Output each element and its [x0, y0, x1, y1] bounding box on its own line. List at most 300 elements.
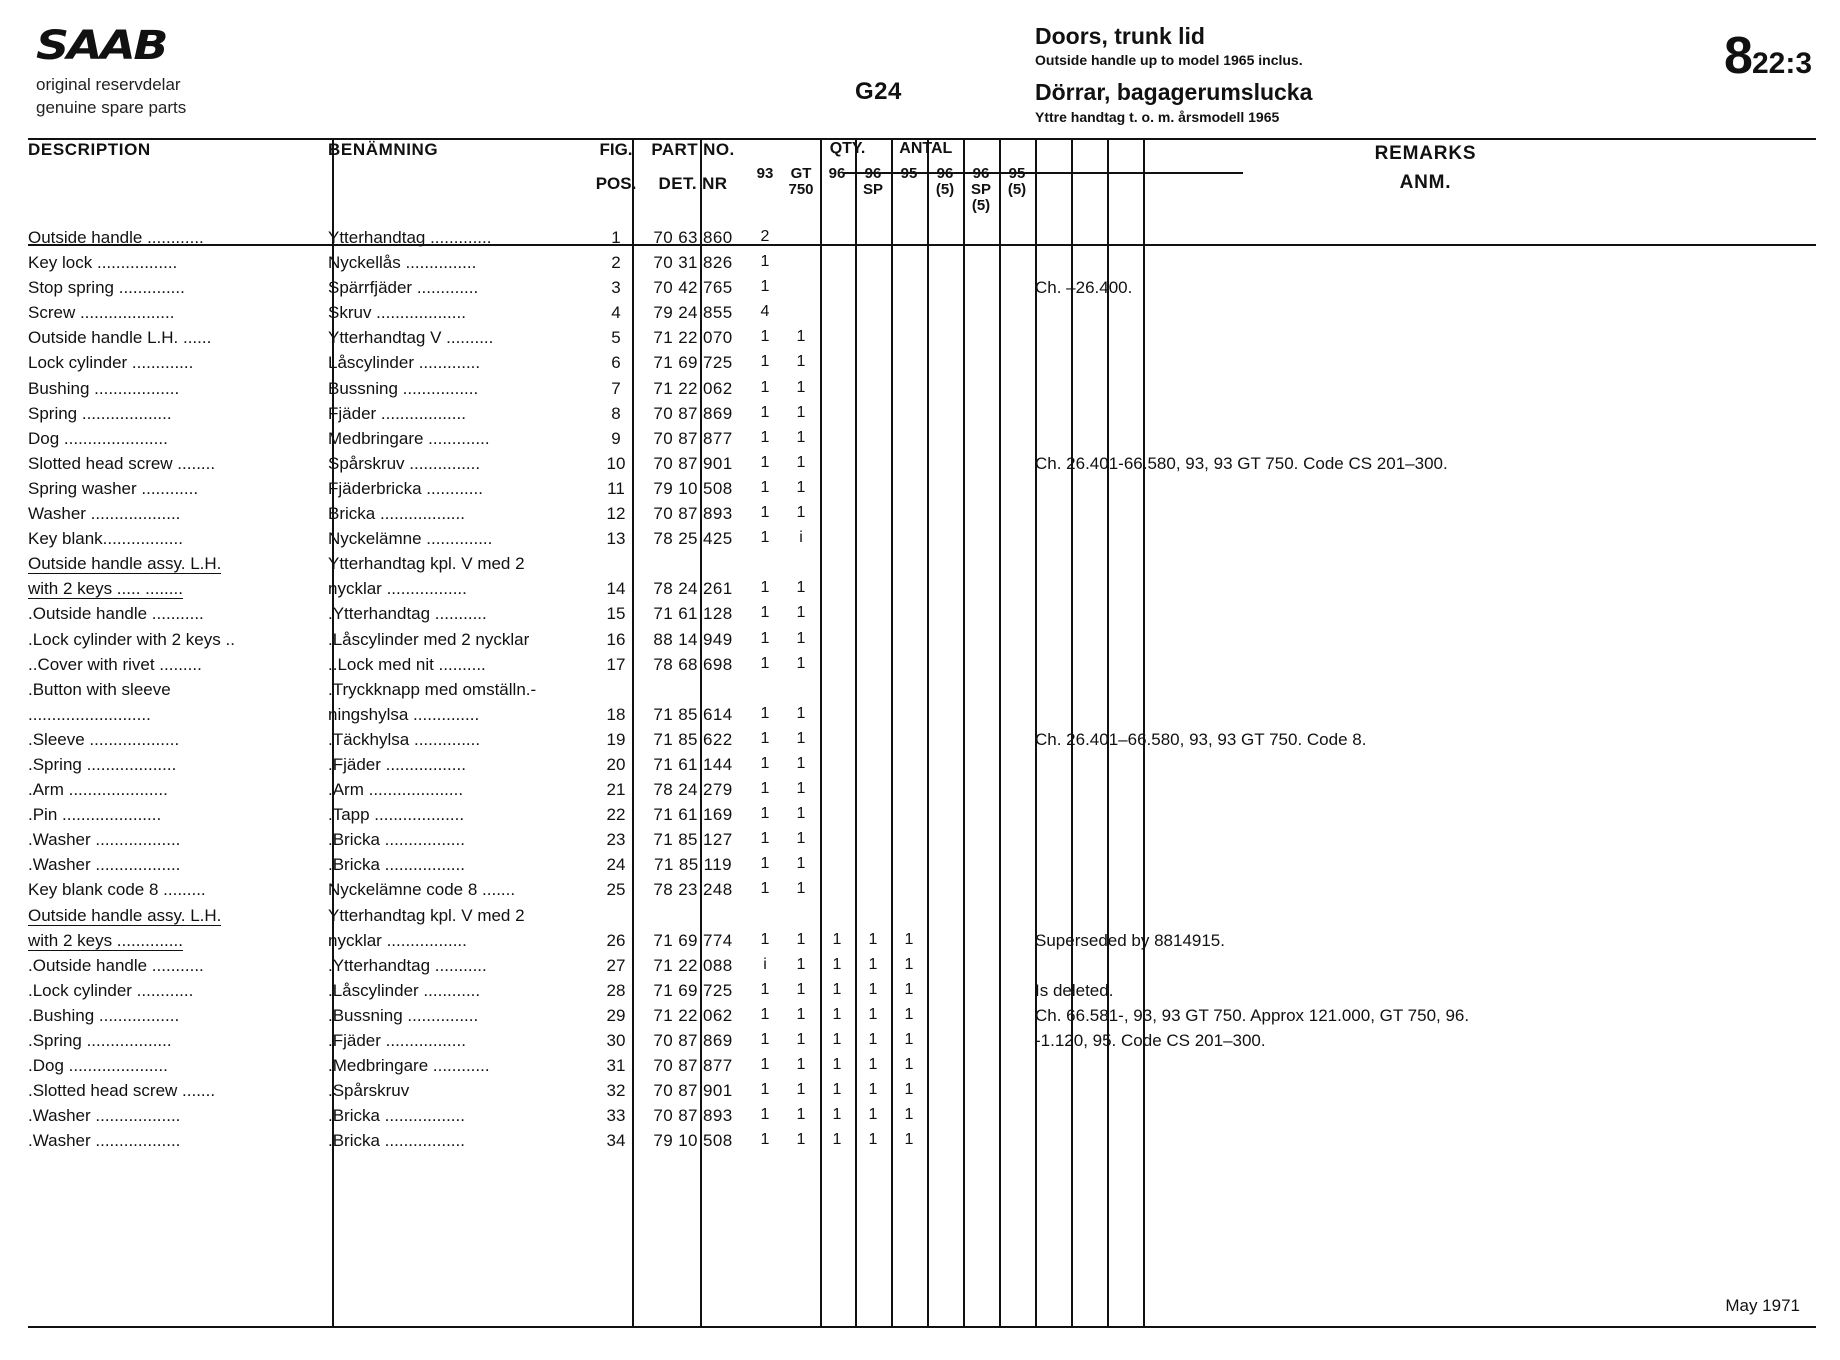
cell-qty-2: 1 — [796, 780, 806, 798]
cell-qty-7 — [963, 906, 999, 931]
cell-qty-6 — [927, 454, 963, 479]
cell-qty-7 — [963, 855, 999, 880]
header-qty-col-4: 96 SP — [862, 165, 883, 199]
cell-qty-2: 1 — [796, 930, 806, 948]
cell-remarks — [1035, 504, 1816, 529]
cell-qty-3 — [819, 730, 855, 755]
cell-qty-8 — [999, 780, 1035, 805]
cell-description: Key blank................. — [28, 529, 183, 549]
table-row — [28, 554, 1816, 579]
cell-qty-4 — [855, 328, 891, 353]
cell-qty-6 — [927, 429, 963, 454]
cell-qty-3 — [819, 529, 855, 554]
cell-part-no: 70 87 901 — [653, 1081, 733, 1101]
cell-fig-pos: 1 — [611, 228, 621, 247]
cell-qty-1: 1 — [760, 253, 770, 271]
cell-remarks — [1035, 479, 1816, 504]
cell-fig-pos: 7 — [611, 378, 621, 398]
cell-qty-6 — [927, 504, 963, 529]
cell-description: .Slotted head screw ....... — [28, 1081, 216, 1101]
cell-qty-1: 1 — [760, 278, 770, 296]
brand-subtitle-en: genuine spare parts — [36, 97, 187, 117]
cell-qty-1: 1 — [760, 1106, 770, 1124]
cell-qty-4: 1 — [868, 1031, 878, 1048]
cell-qty-3: 1 — [832, 1131, 842, 1149]
cell-description: .Washer .................. — [28, 830, 181, 850]
cell-remarks — [1035, 1131, 1816, 1156]
cell-qty-5: 1 — [904, 1056, 914, 1074]
header-partno — [639, 140, 747, 228]
cell-qty-1: 1 — [760, 830, 770, 848]
cell-remarks: Ch. –26.400. — [1035, 278, 1133, 298]
cell-benamning: Nyckelämne .............. — [328, 529, 493, 549]
cell-fig-pos: 17 — [606, 654, 626, 674]
cell-part-no — [639, 906, 747, 931]
cell-qty-3: 1 — [832, 980, 842, 998]
cell-description: .Pin ..................... — [28, 805, 162, 825]
cell-qty-7 — [963, 303, 999, 328]
cell-qty-3 — [819, 579, 855, 604]
cell-qty-1: i — [763, 955, 767, 973]
cell-qty-5: 1 — [904, 955, 914, 973]
cell-description: with 2 keys ..... ........ — [28, 579, 183, 599]
cell-remarks: Is deleted. — [1035, 980, 1114, 1000]
page-header — [0, 0, 1840, 138]
cell-qty-7 — [963, 454, 999, 479]
header-qty-col-2: GT 750 — [788, 165, 814, 199]
cell-remarks — [1035, 1081, 1816, 1106]
cell-description: .Outside handle ........... — [28, 604, 204, 624]
cell-qty-3 — [819, 479, 855, 504]
cell-benamning: ..Lock med nit .......... — [328, 654, 486, 674]
cell-qty-5 — [891, 404, 927, 429]
cell-qty-8 — [999, 906, 1035, 931]
header-part-no: PART NO. — [651, 140, 735, 159]
cell-fig-pos: 32 — [606, 1081, 626, 1101]
table-row — [28, 1006, 1816, 1031]
header-qty-col-7: 96 SP (5) — [970, 165, 991, 214]
cell-qty-7 — [963, 655, 999, 680]
cell-qty-5: 1 — [904, 1106, 914, 1124]
cell-fig-pos: 12 — [606, 504, 626, 524]
cell-fig-pos: 29 — [606, 1005, 626, 1025]
cell-qty-4 — [855, 780, 891, 805]
cell-qty-7 — [963, 579, 999, 604]
cell-part-no: 71 69 725 — [653, 980, 733, 1000]
cell-fig-pos: 23 — [606, 830, 626, 850]
cell-fig-pos: 34 — [606, 1131, 626, 1151]
cell-fig-pos: 2 — [611, 253, 621, 273]
cell-qty-5 — [891, 755, 927, 780]
cell-part-no: 71 22 062 — [653, 1005, 733, 1025]
cell-benamning: nycklar ................. — [328, 579, 467, 599]
cell-qty-8 — [999, 805, 1035, 830]
cell-benamning: Nyckelämne code 8 ....... — [328, 880, 516, 900]
cell-benamning: .Bricka ................. — [328, 830, 465, 850]
cell-qty-7 — [963, 479, 999, 504]
cell-qty-6 — [927, 705, 963, 730]
table-row — [28, 278, 1816, 303]
cell-qty-5: 1 — [904, 1005, 914, 1023]
cell-remarks — [1035, 379, 1816, 404]
cell-qty-6 — [927, 630, 963, 655]
cell-qty-2: 1 — [796, 1056, 806, 1074]
cell-qty-4 — [855, 554, 891, 579]
cell-qty-5: 1 — [904, 1031, 914, 1048]
cell-part-no: 71 85 614 — [653, 704, 733, 724]
cell-remarks — [1035, 228, 1816, 253]
cell-qty-5: 1 — [904, 980, 914, 998]
cell-qty-5 — [891, 429, 927, 454]
cell-description: Outside handle assy. L.H. — [28, 905, 222, 925]
cell-qty-5 — [891, 253, 927, 278]
table-row — [28, 1056, 1816, 1081]
cell-benamning: .Bricka ................. — [328, 1106, 465, 1126]
cell-remarks — [1035, 705, 1816, 730]
table-row — [28, 404, 1816, 429]
cell-part-no: 71 22 070 — [653, 328, 733, 348]
cell-qty-7 — [963, 404, 999, 429]
cell-qty-8 — [999, 705, 1035, 730]
cell-qty-7 — [963, 278, 999, 303]
cell-description: Stop spring .............. — [28, 278, 185, 298]
page-title-en: Doors, trunk lid — [1035, 23, 1205, 49]
cell-qty-5 — [891, 855, 927, 880]
cell-qty-7 — [963, 830, 999, 855]
cell-qty-7 — [963, 604, 999, 629]
header-remarks-en: REMARKS — [1374, 143, 1477, 164]
cell-qty-8 — [999, 554, 1035, 579]
cell-qty-3: 1 — [832, 930, 842, 948]
cell-qty-1: 1 — [760, 1056, 770, 1074]
table-row — [28, 228, 1816, 253]
cell-qty-3 — [819, 604, 855, 629]
cell-benamning: Bussning ................ — [328, 378, 479, 398]
cell-part-no: 70 63 860 — [653, 228, 733, 247]
cell-part-no: 70 87 893 — [653, 504, 733, 524]
cell-qty-2 — [783, 906, 819, 931]
cell-benamning: .Fjäder ................. — [328, 754, 466, 774]
cell-part-no: 70 87 877 — [653, 1056, 733, 1076]
cell-part-no: 70 87 901 — [653, 453, 733, 473]
cell-qty-3 — [819, 880, 855, 905]
header-description: DESCRIPTION — [28, 140, 151, 159]
cell-benamning: .Tapp ................... — [328, 805, 465, 825]
cell-qty-6 — [927, 931, 963, 956]
cell-qty-7 — [963, 705, 999, 730]
cell-benamning: nycklar ................. — [328, 930, 467, 950]
cell-description: Key blank code 8 ......... — [28, 880, 206, 900]
cell-qty-3 — [819, 454, 855, 479]
cell-qty-2: 1 — [796, 353, 806, 371]
cell-benamning: .Bricka ................. — [328, 855, 465, 875]
cell-qty-8 — [999, 454, 1035, 479]
cell-qty-3 — [819, 755, 855, 780]
cell-fig-pos: 27 — [606, 955, 626, 975]
footer-divider — [28, 1326, 1816, 1328]
cell-qty-6 — [927, 906, 963, 931]
cell-qty-4 — [855, 278, 891, 303]
table-row — [28, 504, 1816, 529]
cell-description: Bushing .................. — [28, 378, 180, 398]
cell-qty-8 — [999, 830, 1035, 855]
cell-description: .Lock cylinder ............ — [28, 980, 194, 1000]
cell-qty-3 — [819, 504, 855, 529]
cell-fig-pos — [593, 906, 639, 931]
cell-qty-2: 1 — [796, 378, 806, 396]
cell-fig-pos: 11 — [607, 478, 625, 498]
cell-qty-5 — [891, 303, 927, 328]
cell-qty-2: 1 — [796, 1081, 806, 1099]
cell-qty-5 — [891, 379, 927, 404]
cell-qty-3 — [819, 805, 855, 830]
header-qty-labels — [747, 140, 1035, 158]
cell-description: Dog ...................... — [28, 428, 168, 448]
cell-part-no: 70 87 869 — [653, 403, 733, 423]
cell-part-no: 70 31 826 — [653, 253, 733, 273]
cell-qty-4 — [855, 379, 891, 404]
cell-qty-6 — [927, 1006, 963, 1031]
table-row — [28, 1131, 1816, 1156]
cell-qty-3 — [819, 655, 855, 680]
cell-benamning: Medbringare ............. — [328, 428, 490, 448]
cell-qty-7 — [963, 755, 999, 780]
cell-part-no: 79 10 508 — [653, 478, 733, 498]
cell-qty-3 — [819, 830, 855, 855]
header-benamning: BENÄMNING — [328, 140, 439, 159]
cell-qty-7 — [963, 680, 999, 705]
cell-remarks — [1035, 1106, 1816, 1131]
page-number — [1724, 26, 1812, 86]
cell-qty-2: 1 — [796, 478, 806, 496]
brand-block — [36, 23, 366, 120]
cell-qty-8 — [999, 303, 1035, 328]
cell-qty-6 — [927, 1081, 963, 1106]
cell-qty-3 — [819, 429, 855, 454]
cell-qty-5 — [891, 604, 927, 629]
cell-description: Outside handle ............ — [28, 228, 204, 247]
cell-qty-5 — [891, 705, 927, 730]
page-title-sv: Dörrar, bagagerumslucka — [1035, 79, 1313, 106]
cell-benamning: .Bussning ............... — [328, 1005, 479, 1025]
cell-qty-1: 1 — [760, 604, 770, 622]
cell-benamning: .Låscylinder med 2 nycklar — [328, 629, 530, 649]
cell-qty-6 — [927, 1031, 963, 1056]
cell-benamning: Nyckellås ............... — [328, 253, 477, 273]
cell-qty-6 — [927, 956, 963, 981]
table-row — [28, 353, 1816, 378]
cell-part-no: 79 24 855 — [653, 303, 733, 323]
cell-qty-2: 1 — [796, 504, 806, 522]
cell-fig-pos: 3 — [611, 278, 621, 298]
header-remarks — [1035, 140, 1816, 228]
cell-qty-4 — [855, 579, 891, 604]
cell-qty-1: 1 — [760, 780, 770, 798]
header-qty-col-6: 96 (5) — [935, 165, 955, 199]
cell-fig-pos: 14 — [606, 579, 626, 599]
cell-qty-6 — [927, 755, 963, 780]
cell-benamning: .Fjäder ................. — [328, 1031, 466, 1050]
cell-qty-8 — [999, 328, 1035, 353]
cell-benamning: .Arm .................... — [328, 780, 464, 800]
cell-qty-1: 1 — [760, 1131, 770, 1149]
cell-part-no: 71 69 774 — [653, 930, 733, 950]
cell-qty-3: 1 — [832, 1005, 842, 1023]
cell-benamning: .Täckhylsa .............. — [328, 729, 481, 749]
cell-description: .Spring ................... — [28, 754, 177, 774]
cell-qty-5 — [891, 805, 927, 830]
cell-qty-5 — [891, 730, 927, 755]
cell-qty-2: 1 — [796, 880, 806, 898]
page-number-section: 22:3 — [1751, 47, 1812, 80]
cell-part-no: 88 14 949 — [653, 629, 733, 649]
table-row — [28, 328, 1816, 353]
cell-qty-5 — [891, 504, 927, 529]
cell-fig-pos: 6 — [611, 353, 621, 373]
cell-qty-5 — [891, 278, 927, 303]
parts-table-body — [28, 228, 1816, 1156]
title-block — [1035, 24, 1595, 125]
header-qty-subheaders — [747, 166, 1035, 213]
cell-benamning: .Låscylinder ............ — [328, 980, 481, 1000]
cell-benamning: Fjäderbricka ............ — [328, 478, 483, 498]
cell-description: Key lock ................. — [28, 253, 178, 273]
cell-description: .Arm ..................... — [28, 780, 168, 800]
cell-part-no: 70 87 877 — [653, 428, 733, 448]
cell-part-no: 71 61 169 — [653, 805, 733, 825]
cell-remarks — [1035, 880, 1816, 905]
cell-qty-4: 1 — [868, 955, 878, 973]
cell-fig-pos — [593, 554, 639, 579]
cell-remarks — [1035, 604, 1816, 629]
cell-part-no: 71 69 725 — [653, 353, 733, 373]
cell-part-no — [639, 680, 747, 705]
cell-qty-4 — [855, 303, 891, 328]
header-remarks-sv: ANM. — [1399, 171, 1452, 193]
cell-remarks: Ch. 26.401-66.580, 93, 93 GT 750. Code CS 201–300. — [1035, 453, 1448, 473]
table-row — [28, 906, 1816, 931]
header-pos: POS. — [595, 173, 637, 193]
cell-qty-7 — [963, 1106, 999, 1131]
cell-qty-8 — [999, 931, 1035, 956]
cell-benamning: .Ytterhandtag ........... — [328, 604, 487, 624]
cell-qty-8 — [999, 353, 1035, 378]
cell-qty-4 — [855, 880, 891, 905]
table-row — [28, 830, 1816, 855]
cell-qty-1: 1 — [760, 855, 770, 873]
brand-subtitle-sv: original reservdelar — [36, 75, 181, 94]
cell-qty-7 — [963, 379, 999, 404]
cell-qty-1: 1 — [760, 704, 770, 722]
cell-qty-2: 1 — [796, 453, 806, 471]
cell-description: .Lock cylinder with 2 keys .. — [28, 629, 235, 649]
cell-remarks — [1035, 404, 1816, 429]
cell-qty-4 — [855, 479, 891, 504]
table-row — [28, 429, 1816, 454]
cell-qty-3 — [819, 278, 855, 303]
cell-description: .Outside handle ........... — [28, 955, 204, 975]
cell-fig-pos — [593, 680, 639, 705]
cell-qty-4 — [855, 830, 891, 855]
cell-qty-2: 1 — [796, 729, 806, 747]
cell-qty-3: 1 — [832, 1031, 842, 1048]
header-fig-pos — [593, 140, 639, 228]
cell-qty-2 — [783, 253, 819, 278]
cell-qty-6 — [927, 780, 963, 805]
cell-qty-1: 1 — [760, 754, 770, 772]
cell-qty-2: 1 — [796, 754, 806, 772]
cell-qty-5 — [891, 906, 927, 931]
cell-qty-4 — [855, 705, 891, 730]
cell-description: .Sleeve ................... — [28, 729, 180, 749]
cell-qty-1: 1 — [760, 353, 770, 371]
cell-description: Spring washer ............ — [28, 478, 199, 498]
cell-qty-2 — [783, 554, 819, 579]
cell-qty-2: i — [799, 529, 803, 547]
cell-qty-2 — [783, 278, 819, 303]
cell-description: Spring ................... — [28, 403, 172, 423]
cell-fig-pos: 30 — [606, 1031, 626, 1050]
cell-qty-7 — [963, 429, 999, 454]
cell-remarks — [1035, 655, 1816, 680]
cell-qty-1: 1 — [760, 1031, 770, 1048]
cell-qty-4: 1 — [868, 1081, 878, 1099]
cell-remarks — [1035, 1056, 1816, 1081]
cell-qty-8 — [999, 855, 1035, 880]
cell-qty-7 — [963, 981, 999, 1006]
cell-remarks — [1035, 830, 1816, 855]
cell-qty-3: 1 — [832, 1081, 842, 1099]
cell-benamning: Skruv ................... — [328, 303, 466, 323]
cell-qty-4 — [855, 655, 891, 680]
cell-qty-1: 1 — [760, 504, 770, 522]
cell-fig-pos: 4 — [611, 303, 621, 323]
table-row — [28, 730, 1816, 755]
cell-qty-2 — [783, 228, 819, 253]
cell-qty-1: 1 — [760, 453, 770, 471]
cell-remarks — [1035, 253, 1816, 278]
cell-qty-3 — [819, 855, 855, 880]
cell-qty-6 — [927, 604, 963, 629]
header-qty-col-5: 95 — [900, 165, 918, 183]
page-subtitle-en: Outside handle up to model 1965 inclus. — [1035, 52, 1303, 69]
cell-part-no: 78 24 279 — [653, 780, 733, 800]
cell-fig-pos: 26 — [606, 930, 626, 950]
cell-description: Outside handle assy. L.H. — [28, 554, 222, 574]
cell-qty-2: 1 — [796, 1106, 806, 1124]
cell-remarks — [1035, 529, 1816, 554]
cell-qty-3 — [819, 228, 855, 253]
cell-qty-6 — [927, 328, 963, 353]
cell-qty-7 — [963, 630, 999, 655]
cell-part-no: 71 85 127 — [653, 830, 733, 850]
cell-description: .Washer .................. — [28, 1131, 181, 1151]
cell-qty-4: 1 — [868, 1005, 878, 1023]
table-row — [28, 755, 1816, 780]
cell-part-no: 78 25 425 — [653, 529, 733, 549]
cell-description: Outside handle L.H. ...... — [28, 328, 212, 348]
cell-qty-3 — [819, 680, 855, 705]
cell-fig-pos: 13 — [606, 529, 626, 549]
cell-qty-5 — [891, 529, 927, 554]
cell-description: Slotted head screw ........ — [28, 453, 216, 473]
cell-qty-2: 1 — [796, 1031, 806, 1048]
cell-fig-pos: 31 — [606, 1056, 626, 1076]
cell-qty-3 — [819, 554, 855, 579]
cell-fig-pos: 9 — [611, 428, 621, 448]
cell-description: .Washer .................. — [28, 855, 181, 875]
cell-qty-8 — [999, 1131, 1035, 1156]
